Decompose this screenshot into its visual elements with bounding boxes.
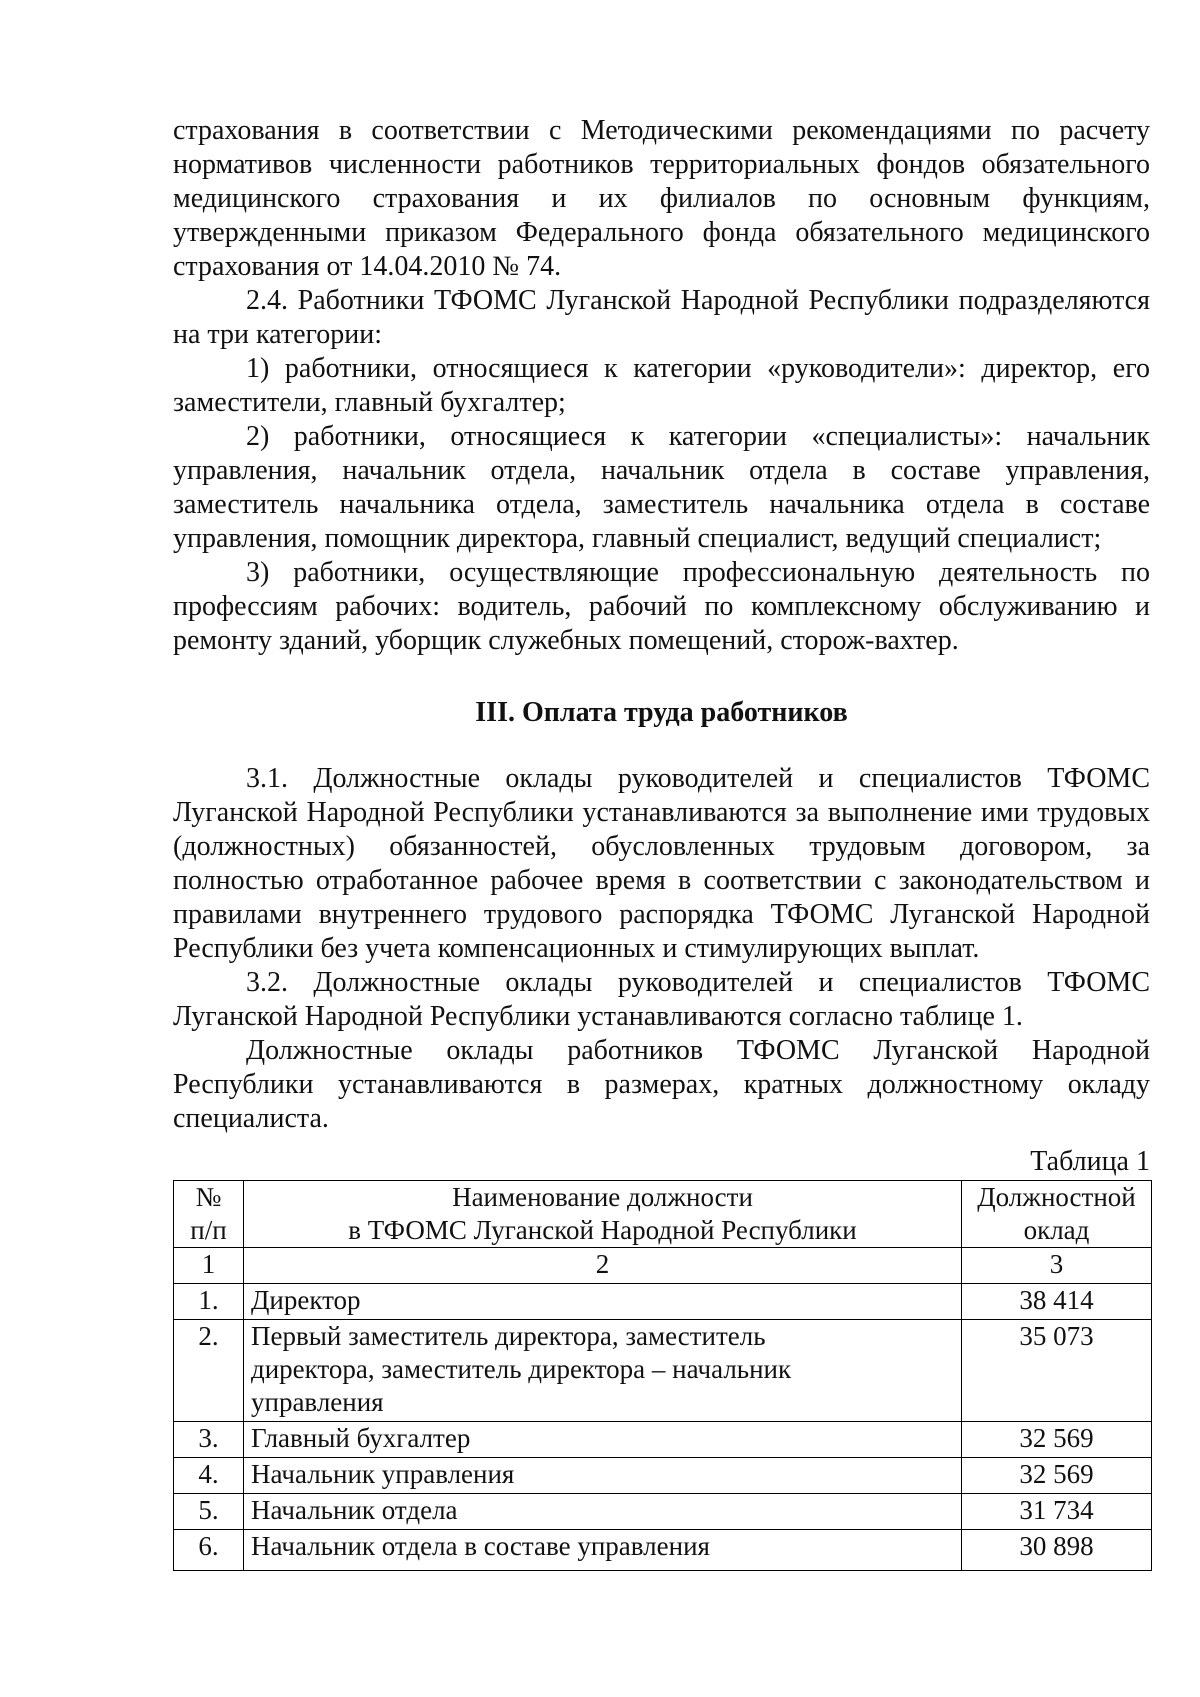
row-position: Главный бухгалтер <box>244 1422 962 1458</box>
header-num <box>174 1181 244 1248</box>
table-header-row <box>174 1181 1152 1248</box>
column-number-row <box>174 1248 1152 1284</box>
row-salary: 31 734 <box>962 1494 1152 1530</box>
row-position: Начальник отдела в составе управления <box>244 1530 962 1571</box>
table-row <box>174 1320 1152 1422</box>
row-num: 3. <box>174 1422 244 1458</box>
row-position: Начальник управления <box>244 1458 962 1494</box>
row-num: 4. <box>174 1458 244 1494</box>
row-salary: 38 414 <box>962 1284 1152 1320</box>
table-row <box>174 1284 1152 1320</box>
salary-table <box>173 1180 1152 1571</box>
row-salary: 35 073 <box>962 1320 1152 1422</box>
row-position: Начальник отдела <box>244 1494 962 1530</box>
header-salary-line2: оклад <box>1023 1215 1090 1245</box>
document-page <box>173 114 1150 1571</box>
row-position: Директор <box>244 1284 962 1320</box>
header-position-line1: Наименование должности <box>452 1182 753 1212</box>
paragraph-category-2: 2) работники, относящиеся к категории «специалисты»: начальник управления, начальник отдела, начальник отдела в составе управления, заместитель начальника отдела, заместитель начальника отдела в составе управления, помощник директора, главный специалист, ведущий специалист; <box>173 421 1150 554</box>
row-salary: 32 569 <box>962 1458 1152 1494</box>
table-row <box>174 1458 1152 1494</box>
paragraph-methodology: страхования в соответствии с Методическими рекомендациями по расчету нормативов численности работников территориальных фондов обязательного медицинского страхования и их филиалов по основным функциям, утвержденными приказом Федерального фонда обязательного медицинского страхования от 14.04.2010 № 74. <box>173 115 1150 282</box>
table-row <box>174 1494 1152 1530</box>
section-heading: III. Оплата труда работников <box>475 697 848 728</box>
row-salary: 32 569 <box>962 1422 1152 1458</box>
header-position <box>244 1181 962 1248</box>
colnum-cell: 2 <box>244 1248 962 1284</box>
row-position: Первый заместитель директора, заместитель директора, заместитель директора – начальник управления <box>244 1320 962 1422</box>
row-num: 6. <box>174 1530 244 1571</box>
table-row <box>174 1422 1152 1458</box>
table-caption: Таблица 1 <box>1030 1146 1150 1177</box>
colnum-cell: 1 <box>174 1248 244 1284</box>
colnum-cell: 3 <box>962 1248 1152 1284</box>
paragraph-category-1: 1) работники, относящиеся к категории «руководители»: директор, его заместители, главный бухгалтер; <box>173 353 1150 418</box>
paragraph-3-2: 3.2. Должностные оклады руководителей и специалистов ТФОМС Луганской Народной Республики устанавливаются согласно таблице 1. <box>173 967 1150 1032</box>
header-salary <box>962 1181 1152 1248</box>
header-num-line2: п/п <box>190 1215 227 1245</box>
header-position-line2: в ТФОМС Луганской Народной Республики <box>348 1215 857 1245</box>
paragraph-3-1: 3.1. Должностные оклады руководителей и специалистов ТФОМС Луганской Народной Республики устанавливаются за выполнение ими трудовых (должностных) обязанностей, обусловленных трудовым договором, за полностью отработанное рабочее время в соответствии с законодательством и правилами внутреннего трудового распорядка ТФОМС Луганской Народной Республики без учета компенсационных и стимулирующих выплат. <box>173 763 1150 964</box>
paragraph-2-4: 2.4. Работники ТФОМС Луганской Народной Республики подразделяются на три категории: <box>173 285 1150 350</box>
header-num-line1: № <box>195 1182 222 1212</box>
header-salary-line1: Должностной <box>977 1182 1136 1212</box>
row-num: 1. <box>174 1284 244 1320</box>
table-row <box>174 1530 1152 1571</box>
row-salary: 30 898 <box>962 1530 1152 1571</box>
row-num: 2. <box>174 1320 244 1422</box>
paragraph-category-3: 3) работники, осуществляющие профессиональную деятельность по профессиям рабочих: водитель, рабочий по комплексному обслуживанию и ремонту зданий, уборщик служебных помещений, сторож-вахтер. <box>173 557 1150 656</box>
paragraph-salary-multiples: Должностные оклады работников ТФОМС Луганской Народной Республики устанавливаются в размерах, кратных должностному окладу специалиста. <box>173 1035 1150 1134</box>
row-num: 5. <box>174 1494 244 1530</box>
